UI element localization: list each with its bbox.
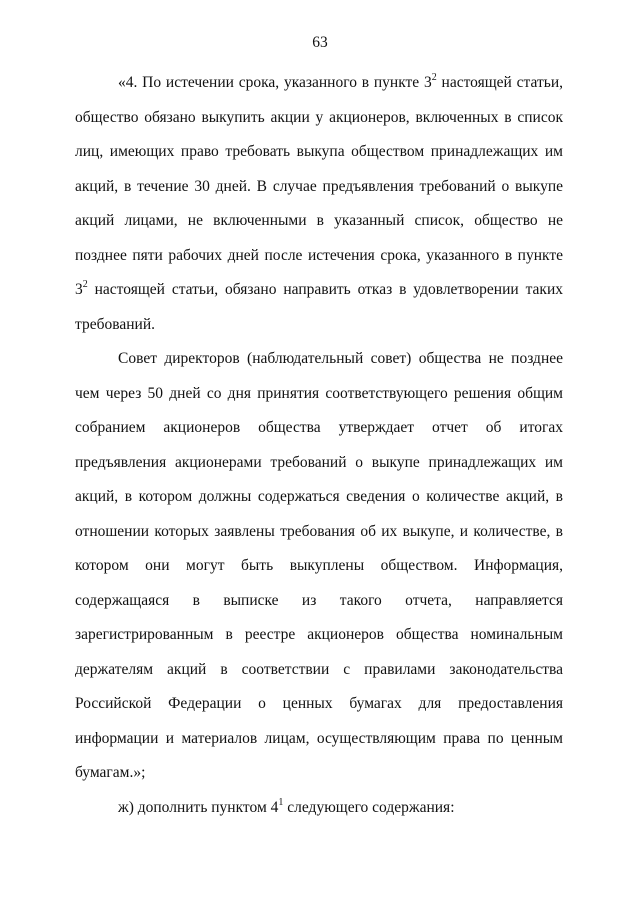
paragraph-article-4 <box>75 66 563 342</box>
paragraph-text: настоящей статьи, общество обязано выкупить акции у акционеров, включенных в список лиц, имеющих право требовать выкупа обществом принадлежащих им акций, в течение 30 дней. В случае предъявления требований о выкупе акций лицами, не включенными в указанный список, общество не позднее пяти рабочих дней после истечения срока, указанного в пункте 3 <box>75 74 563 298</box>
superscript: 2 <box>82 279 88 290</box>
paragraph-text: настоящей статьи, обязано направить отказ в удовлетворении таких требований. <box>75 281 563 333</box>
paragraph-text: ж) дополнить пунктом 4 <box>118 798 279 816</box>
paragraph-text: следующего содержания: <box>283 798 455 816</box>
superscript: 2 <box>431 72 437 83</box>
page-number: 63 <box>312 34 328 51</box>
paragraph-text: «4. По истечении срока, указанного в пункте 3 <box>118 74 432 91</box>
paragraph-board-report: Совет директоров (наблюдательный совет) общества не позднее чем через 50 дней со дня принятия соответствующего решения общим собранием акционеров общества утверждает отчет об итогах предъявления акционерами требований о выкупе принадлежащих им акций, в котором должны содержаться сведения о количестве акций, в отношении которых заявлены требования об их выкупе, и количестве, в котором они могут быть выкуплены обществом. Информация, содержащаяся в выписке из такого отчета, направляется зарегистрированным в реестре акционеров общества номинальным держателям акций в соответствии с правилами законодательства Российской Федерации о ценных бумагах для предоставления информации и материалов лицам, осуществляющим права по ценным бумагам.»; <box>75 350 563 781</box>
superscript: 1 <box>278 796 284 808</box>
paragraph-amendment-item <box>75 791 563 826</box>
document-body <box>75 66 563 825</box>
